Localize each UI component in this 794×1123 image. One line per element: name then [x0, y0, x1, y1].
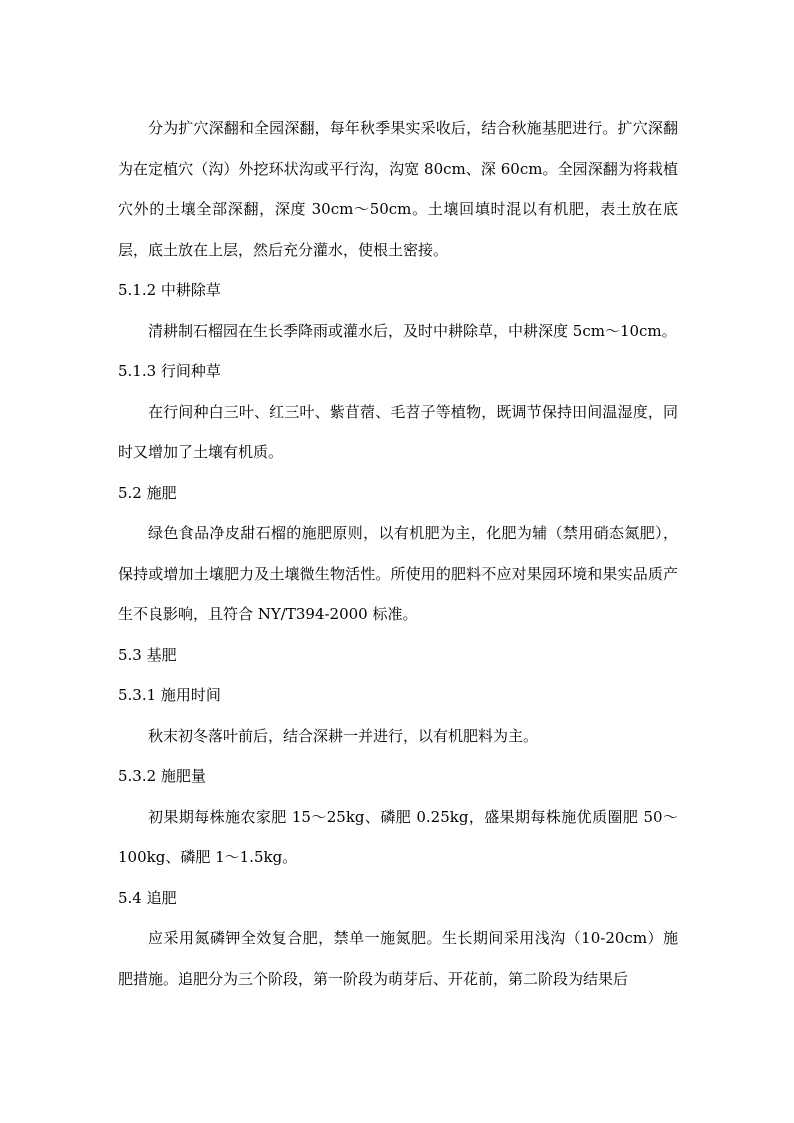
paragraph-application-time: 秋末初冬落叶前后，结合深耕一并进行，以有机肥料为主。 [148, 726, 539, 745]
section-heading-5-1-3: 5.1.3 行间种草 [118, 362, 221, 380]
section-heading-5-1-2: 5.1.2 中耕除草 [118, 281, 221, 299]
section-heading-5-3: 5.3 基肥 [118, 645, 177, 664]
section-heading-5-4: 5.4 追肥 [118, 888, 177, 907]
paragraph-deep-ploughing: 分为扩穴深翻和全园深翻，每年秋季果实采收后，结合秋施基肥进行。扩穴深翻为在定植穴（沟）外挖环状沟或平行沟，沟宽 80cm、深 60cm。全园深翻为将栽植穴外的土壤全部深翻，深度 30cm～50cm。土壤回填时混以有机肥，表土放在底层，底土放在上层，然后充分灌水，使根土密接。 [118, 119, 678, 259]
paragraph-topdressing: 应采用氮磷钾全效复合肥，禁单一施氮肥。生长期间采用浅沟（10-20cm）施肥措施。追肥分为三个阶段，第一阶段为萌芽后、开花前，第二阶段为结果后 [118, 929, 678, 988]
paragraph-fertilizing: 绿色食品净皮甜石榴的施肥原则，以有机肥为主，化肥为辅（禁用硝态氮肥），保持或增加土壤肥力及土壤微生物活性。所使用的肥料不应对果园环境和果实品质产生不良影响，且符合 NY/T394-2000 标准。 [118, 524, 678, 623]
document-body [118, 108, 678, 999]
paragraph-weeding: 清耕制石榴园在生长季降雨或灌水后，及时中耕除草，中耕深度 5cm～10cm。 [148, 321, 677, 340]
section-heading-5-3-1: 5.3.1 施用时间 [118, 686, 221, 704]
section-heading-5-2: 5.2 施肥 [118, 483, 177, 502]
paragraph-grass-planting: 在行间种白三叶、红三叶、紫苜蓿、毛苕子等植物，既调节保持田间温湿度，同时又增加了土壤有机质。 [118, 402, 678, 461]
paragraph-fertilizer-amount: 初果期每株施农家肥 15～25kg、磷肥 0.25kg，盛果期每株施优质圈肥 50～100kg、磷肥 1～1.5kg。 [118, 807, 678, 866]
section-heading-5-3-2: 5.3.2 施肥量 [118, 767, 206, 785]
